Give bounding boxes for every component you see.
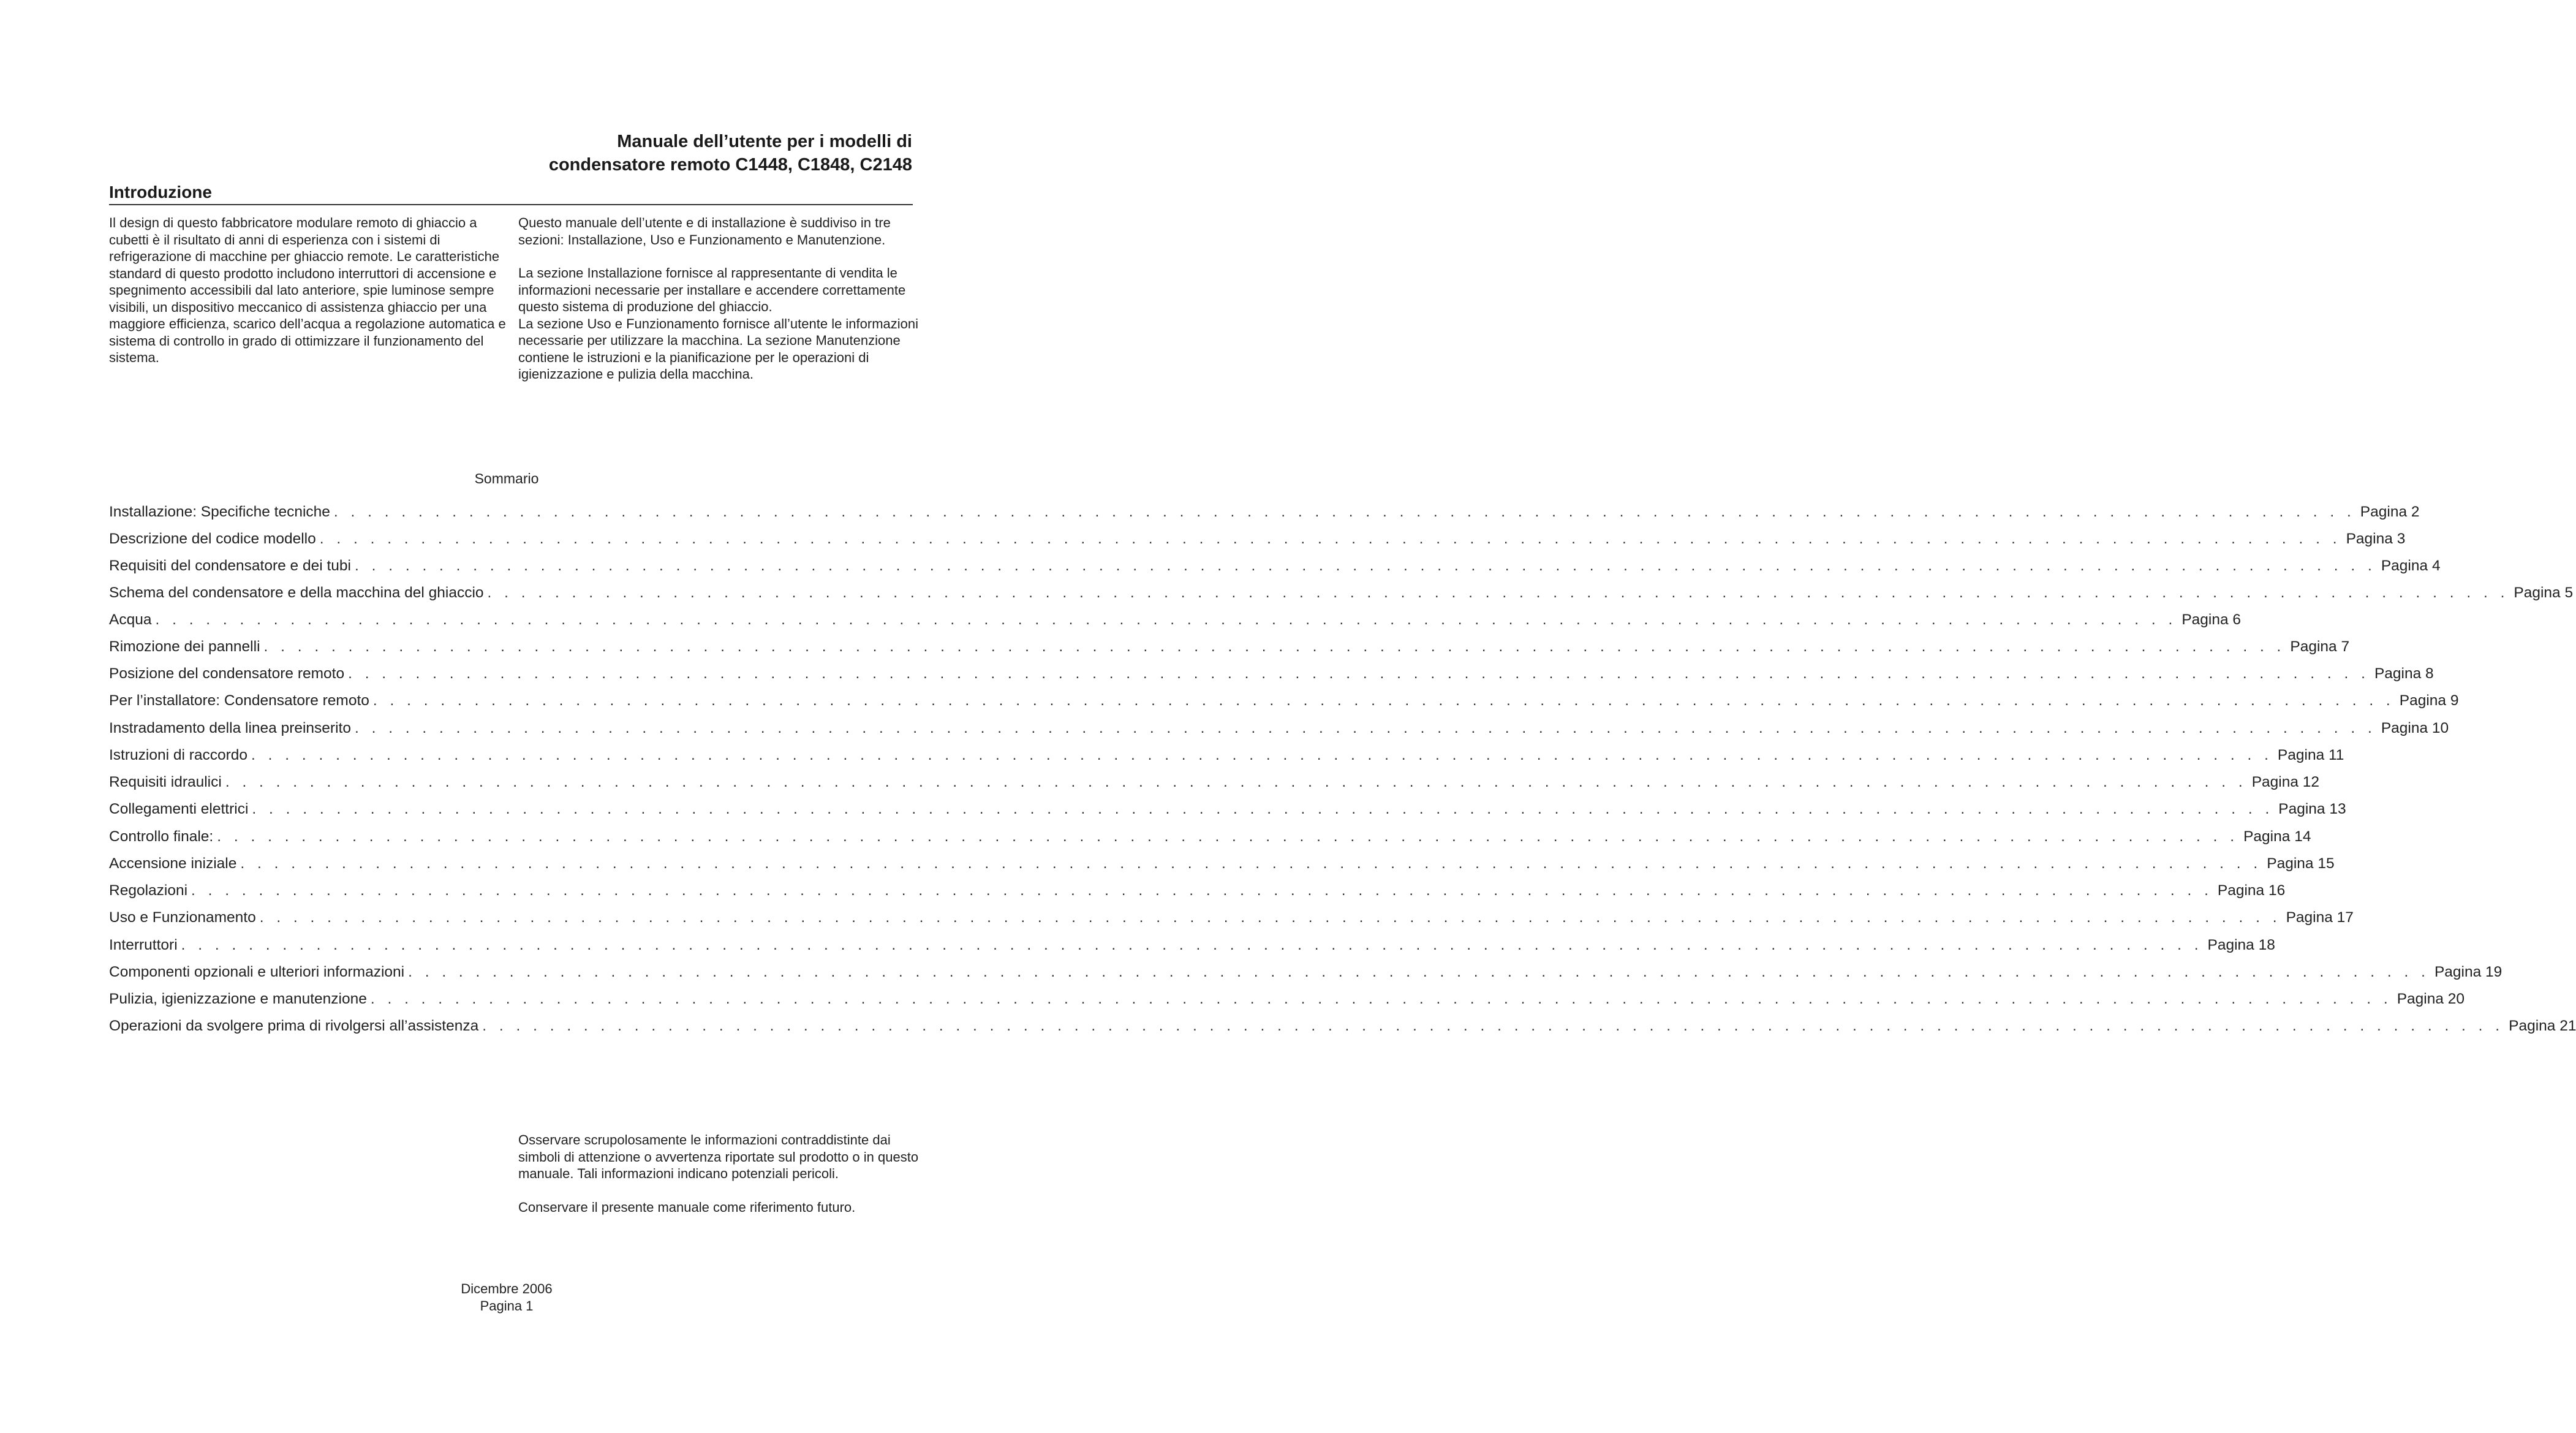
toc-entry-page: Pagina 7 xyxy=(2290,638,2350,655)
toc-leader-dots: . . . . . . . . . . . . . . . . . . . . . . . . . . . . . . . . . . . . . . . . . . . . . . . . . . . . . . . . . . . . . . . . . . . . . . . . . . . . . . . . . . . . . . . . . . . . . . . . . . . . . . . . . . . . . . . . . . . . . . . . xyxy=(225,774,2247,790)
intro-heading: Introduzione xyxy=(109,183,212,202)
toc-leader-dots: . . . . . . . . . . . . . . . . . . . . . . . . . . . . . . . . . . . . . . . . . . . . . . . . . . . . . . . . . . . . . . . . . . . . . . . . . . . . . . . . . . . . . . . . . . . . . . . . . . . . . . . . . . . . . . . . . . . . . . . . xyxy=(251,747,2273,763)
toc-entry xyxy=(109,828,2311,847)
toc-entry-page: Pagina 11 xyxy=(2277,747,2344,763)
toc-leader-dots: . . . . . . . . . . . . . . . . . . . . . . . . . . . . . . . . . . . . . . . . . . . . . . . . . . . . . . . . . . . . . . . . . . . . . . . . . . . . . . . . . . . . . . . . . . . . . . . . . . . . . . . . . . . . . . . . . . . . . . . . xyxy=(252,801,2274,817)
toc-entry-page: Pagina 21 xyxy=(2509,1018,2576,1034)
manual-title-line-1: Manuale dell’utente per i modelli di xyxy=(617,132,912,151)
toc-entry-label: Installazione: Specifiche tecniche xyxy=(109,504,330,520)
toc-entry xyxy=(109,638,2350,657)
toc-entry-page: Pagina 2 xyxy=(2360,504,2420,520)
toc-entry-label: Descrizione del codice modello xyxy=(109,531,316,547)
toc-leader-dots: . . . . . . . . . . . . . . . . . . . . . . . . . . . . . . . . . . . . . . . . . . . . . . . . . . . . . . . . . . . . . . . . . . . . . . . . . . . . . . . . . . . . . . . . . . . . . . . . . . . . . . . . . . . . . . . . . . . . . . . . xyxy=(319,531,2341,547)
toc-entry-page: Pagina 3 xyxy=(2346,531,2406,547)
intro-right-column xyxy=(518,214,923,383)
toc-entry xyxy=(109,504,2420,522)
toc-entry xyxy=(109,1018,2576,1036)
toc-entry xyxy=(109,692,2459,711)
toc-entry xyxy=(109,937,2275,955)
toc-entry-label: Controllo finale: xyxy=(109,828,214,845)
toc-entry-label: Uso e Funzionamento xyxy=(109,909,256,926)
toc-entry-page: Pagina 20 xyxy=(2397,991,2465,1007)
toc-entry xyxy=(109,774,2320,792)
toc-entry-label: Pulizia, igienizzazione e manutenzione xyxy=(109,991,367,1007)
toc-entry-page: Pagina 10 xyxy=(2381,720,2449,736)
toc-entry-label: Instradamento della linea preinserito xyxy=(109,720,351,736)
toc-entry-label: Per l’installatore: Condensatore remoto xyxy=(109,692,369,709)
toc-leader-dots: . . . . . . . . . . . . . . . . . . . . . . . . . . . . . . . . . . . . . . . . . . . . . . . . . . . . . . . . . . . . . . . . . . . . . . . . . . . . . . . . . . . . . . . . . . . . . . . . . . . . . . . . . . . . . . . . . . . . . . . . xyxy=(408,964,2430,980)
toc-entry-label: Istruzioni di raccordo xyxy=(109,747,248,763)
toc-leader-dots: . . . . . . . . . . . . . . . . . . . . . . . . . . . . . . . . . . . . . . . . . . . . . . . . . . . . . . . . . . . . . . . . . . . . . . . . . . . . . . . . . . . . . . . . . . . . . . . . . . . . . . . . . . . . . . . . . . . . . . . . xyxy=(217,828,2239,845)
toc-entry-label: Regolazioni xyxy=(109,882,188,899)
toc-entry-page: Pagina 12 xyxy=(2251,774,2320,790)
toc-entry xyxy=(109,531,2406,549)
toc-entry-label: Rimozione dei pannelli xyxy=(109,638,260,655)
toc-entry-page: Pagina 4 xyxy=(2381,558,2441,574)
toc-entry-label: Accensione iniziale xyxy=(109,855,237,872)
toc-entry-label: Collegamenti elettrici xyxy=(109,801,249,817)
toc-leader-dots: . . . . . . . . . . . . . . . . . . . . . . . . . . . . . . . . . . . . . . . . . . . . . . . . . . . . . . . . . . . . . . . . . . . . . . . . . . . . . . . . . . . . . . . . . . . . . . . . . . . . . . . . . . . . . . . . . . . . . . . . xyxy=(259,909,2281,926)
toc-entry-page: Pagina 14 xyxy=(2243,828,2311,845)
toc-entry-page: Pagina 19 xyxy=(2434,964,2502,980)
toc-entry xyxy=(109,584,2574,603)
toc-entry-label: Componenti opzionali e ulteriori informazioni xyxy=(109,964,405,980)
toc-entry-page: Pagina 8 xyxy=(2374,665,2434,682)
toc-entry-label: Requisiti del condensatore e dei tubi xyxy=(109,558,351,574)
intro-right-paragraph-3: La sezione Uso e Funzionamento fornisce all’utente le informazioni necessarie per utilizzare la macchina. La sezione Manutenzione contiene le istruzioni e la pianificazione per le operazioni di igienizzazione e pulizia della macchina. xyxy=(518,316,919,382)
toc-entry-label: Posizione del condensatore remoto xyxy=(109,665,345,682)
toc-leader-dots: . . . . . . . . . . . . . . . . . . . . . . . . . . . . . . . . . . . . . . . . . . . . . . . . . . . . . . . . . . . . . . . . . . . . . . . . . . . . . . . . . . . . . . . . . . . . . . . . . . . . . . . . . . . . . . . . . . . . . . . . xyxy=(354,720,2376,736)
toc-leader-dots: . . . . . . . . . . . . . . . . . . . . . . . . . . . . . . . . . . . . . . . . . . . . . . . . . . . . . . . . . . . . . . . . . . . . . . . . . . . . . . . . . . . . . . . . . . . . . . . . . . . . . . . . . . . . . . . . . . . . . . . . xyxy=(263,638,2286,655)
toc-leader-dots: . . . . . . . . . . . . . . . . . . . . . . . . . . . . . . . . . . . . . . . . . . . . . . . . . . . . . . . . . . . . . . . . . . . . . . . . . . . . . . . . . . . . . . . . . . . . . . . . . . . . . . . . . . . . . . . . . . . . . . . . xyxy=(370,991,2392,1007)
footer-page-number: Pagina 1 xyxy=(480,1298,534,1314)
heading-rule xyxy=(109,204,913,205)
toc-leader-dots: . . . . . . . . . . . . . . . . . . . . . . . . . . . . . . . . . . . . . . . . . . . . . . . . . . . . . . . . . . . . . . . . . . . . . . . . . . . . . . . . . . . . . . . . . . . . . . . . . . . . . . . . . . . . . . . . . . . . . . . . xyxy=(487,584,2509,601)
toc-leader-dots: . . . . . . . . . . . . . . . . . . . . . . . . . . . . . . . . . . . . . . . . . . . . . . . . . . . . . . . . . . . . . . . . . . . . . . . . . . . . . . . . . . . . . . . . . . . . . . . . . . . . . . . . . . . . . . . . . . . . . . . . xyxy=(354,558,2376,574)
toc-leader-dots: . . . . . . . . . . . . . . . . . . . . . . . . . . . . . . . . . . . . . . . . . . . . . . . . . . . . . . . . . . . . . . . . . . . . . . . . . . . . . . . . . . . . . . . . . . . . . . . . . . . . . . . . . . . . . . . . . . . . . . . . xyxy=(240,855,2262,872)
toc-entry-label: Interruttori xyxy=(109,937,178,953)
intro-left-column xyxy=(109,214,513,366)
page-footer xyxy=(0,1280,1013,1315)
toc-entry-page: Pagina 9 xyxy=(2399,692,2459,709)
toc-entry xyxy=(109,747,2344,765)
safety-notice xyxy=(518,1132,923,1216)
toc-leader-dots: . . . . . . . . . . . . . . . . . . . . . . . . . . . . . . . . . . . . . . . . . . . . . . . . . . . . . . . . . . . . . . . . . . . . . . . . . . . . . . . . . . . . . . . . . . . . . . . . . . . . . . . . . . . . . . . . . . . . . . . . xyxy=(482,1018,2504,1034)
toc-entry xyxy=(109,665,2434,684)
keep-manual-note: Conservare il presente manuale come riferimento futuro. xyxy=(518,1199,856,1215)
toc-leader-dots: . . . . . . . . . . . . . . . . . . . . . . . . . . . . . . . . . . . . . . . . . . . . . . . . . . . . . . . . . . . . . . . . . . . . . . . . . . . . . . . . . . . . . . . . . . . . . . . . . . . . . . . . . . . . . . . . . . . . . . . . xyxy=(191,882,2213,899)
toc-leader-dots: . . . . . . . . . . . . . . . . . . . . . . . . . . . . . . . . . . . . . . . . . . . . . . . . . . . . . . . . . . . . . . . . . . . . . . . . . . . . . . . . . . . . . . . . . . . . . . . . . . . . . . . . . . . . . . . . . . . . . . . . xyxy=(372,692,2395,709)
toc-entry-page: Pagina 18 xyxy=(2207,937,2275,953)
toc-entry-label: Schema del condensatore e della macchina del ghiaccio xyxy=(109,584,484,601)
toc-entry-label: Operazioni da svolgere prima di rivolgersi all’assistenza xyxy=(109,1018,479,1034)
toc-entry-page: Pagina 6 xyxy=(2181,611,2242,628)
toc-entry xyxy=(109,909,2354,928)
intro-right-paragraph-2: La sezione Installazione fornisce al rappresentante di vendita le informazioni necessarie per installare e accendere correttamente questo sistema di produzione del ghiaccio. xyxy=(518,265,906,314)
toc-leader-dots: . . . . . . . . . . . . . . . . . . . . . . . . . . . . . . . . . . . . . . . . . . . . . . . . . . . . . . . . . . . . . . . . . . . . . . . . . . . . . . . . . . . . . . . . . . . . . . . . . . . . . . . . . . . . . . . . . . . . . . . . xyxy=(333,504,2355,520)
toc-entry-page: Pagina 13 xyxy=(2278,801,2346,817)
toc-entry xyxy=(109,964,2502,982)
footer-date: Dicembre 2006 xyxy=(461,1281,553,1296)
toc-entry-label: Acqua xyxy=(109,611,152,628)
toc-entry-page: Pagina 16 xyxy=(2217,882,2286,899)
manual-title-line-2: condensatore remoto C1448, C1848, C2148 xyxy=(548,155,912,175)
toc-leader-dots: . . . . . . . . . . . . . . . . . . . . . . . . . . . . . . . . . . . . . . . . . . . . . . . . . . . . . . . . . . . . . . . . . . . . . . . . . . . . . . . . . . . . . . . . . . . . . . . . . . . . . . . . . . . . . . . . . . . . . . . . xyxy=(181,937,2203,953)
toc-entry-page: Pagina 15 xyxy=(2267,855,2335,872)
toc-leader-dots: . . . . . . . . . . . . . . . . . . . . . . . . . . . . . . . . . . . . . . . . . . . . . . . . . . . . . . . . . . . . . . . . . . . . . . . . . . . . . . . . . . . . . . . . . . . . . . . . . . . . . . . . . . . . . . . . . . . . . . . . xyxy=(155,611,2177,628)
toc-entry-label: Requisiti idraulici xyxy=(109,774,222,790)
toc-entry xyxy=(109,801,2346,819)
toc-entry xyxy=(109,611,2242,630)
intro-left-paragraph: Il design di questo fabbricatore modulare remoto di ghiaccio a cubetti è il risultato di anni di esperienza con i sistemi di refrigerazione di macchine per ghiaccio remote. Le caratteristiche standard di questo prodotto includono interruttori di accensione e spegnimento accessibili dal lato anteriore, spie luminose sempre visibili, un dispositivo meccanico di assistenza ghiaccio per una maggiore efficienza, scarico dell’acqua a regolazione automatica e sistema di controllo in grado di ottimizzare il funzionamento del sistema. xyxy=(109,215,506,365)
manual-title xyxy=(549,130,912,176)
toc-entry-page: Pagina 17 xyxy=(2286,909,2354,926)
toc-entry-page: Pagina 5 xyxy=(2514,584,2574,601)
toc-leader-dots: . . . . . . . . . . . . . . . . . . . . . . . . . . . . . . . . . . . . . . . . . . . . . . . . . . . . . . . . . . . . . . . . . . . . . . . . . . . . . . . . . . . . . . . . . . . . . . . . . . . . . . . . . . . . . . . . . . . . . . . . xyxy=(348,665,2370,682)
intro-right-paragraph-1: Questo manuale dell’utente e di installazione è suddiviso in tre sezioni: Installazione, Uso e Funzionamento e Manutenzione. xyxy=(518,215,891,248)
toc-title: Sommario xyxy=(474,471,539,486)
toc-entry xyxy=(109,991,2465,1009)
safety-notice-paragraph: Osservare scrupolosamente le informazioni contraddistinte dai simboli di attenzione o avvertenza riportate sul prodotto o in questo manuale. Tali informazioni indicano potenziali pericoli. xyxy=(518,1132,919,1181)
toc-entry xyxy=(109,855,2335,874)
toc-entry xyxy=(109,882,2286,901)
toc-entry xyxy=(109,558,2441,576)
toc-entry xyxy=(109,720,2449,738)
